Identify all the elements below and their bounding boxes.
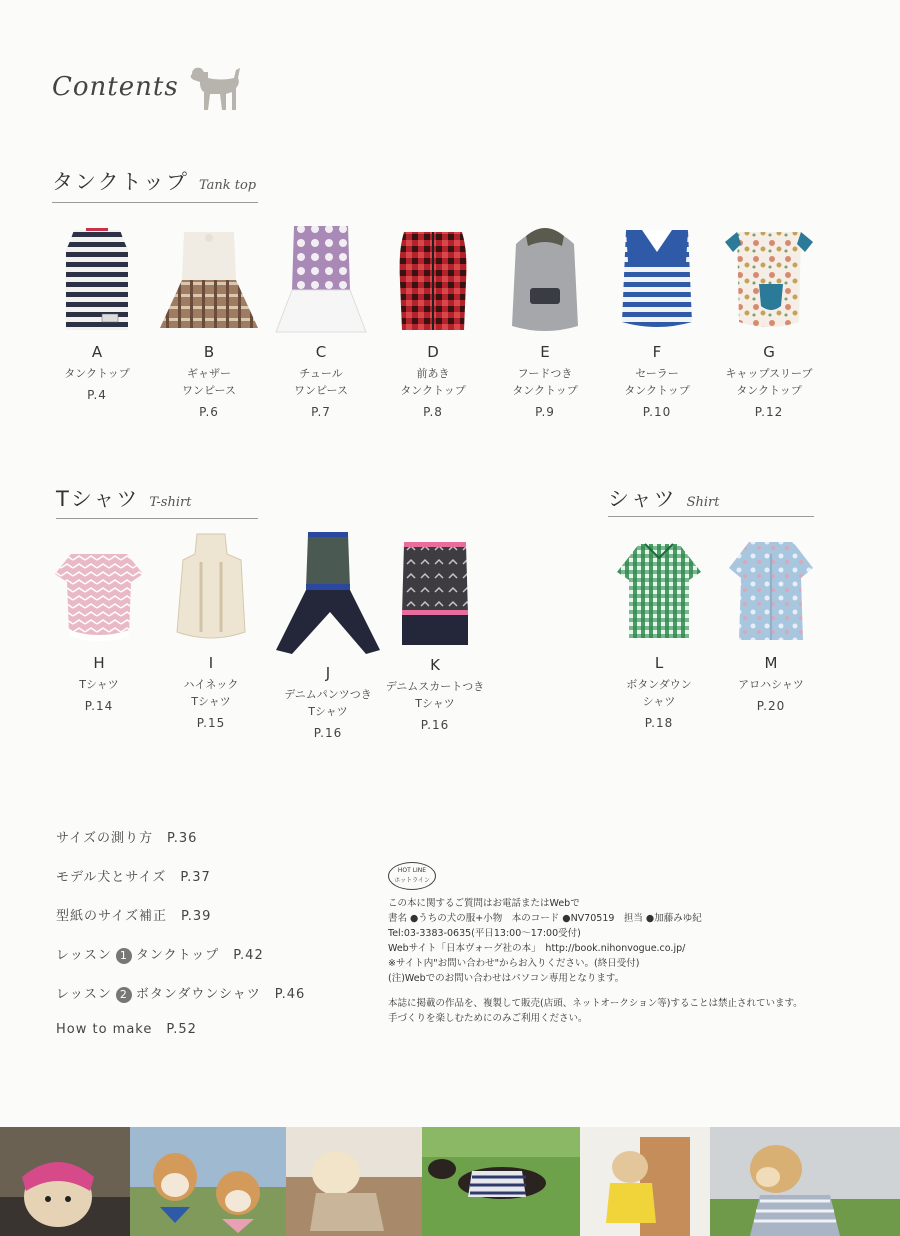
photo-pomeranian [286,1127,422,1236]
photo-shiba-dogs [130,1127,286,1236]
item-b[interactable] [154,222,264,419]
item-k[interactable] [380,540,490,732]
info-line: 書名 ●うちの犬の服+小物 本のコード ●NV70519 担当 ●加藤みゆ紀 [388,913,702,924]
item-e[interactable] [490,222,600,419]
item-page: P.7 [311,405,331,419]
item-page: P.4 [87,388,107,402]
item-name: アロハシャツ [738,678,804,691]
item-h[interactable] [44,538,154,713]
photo-strip [0,1127,900,1236]
photo-golden-retriever [710,1127,900,1236]
info-line: この本に関するご質問はお電話またはWebで [388,898,580,909]
toc-page: P.52 [166,1022,197,1037]
item-d-image [388,222,478,337]
item-letter: E [540,343,550,361]
item-f-image [612,222,702,337]
item-page: P.8 [423,405,443,419]
section-title-tank [52,166,256,196]
item-c-image [266,222,376,337]
toc-label: サイズの測り方 [56,831,153,846]
section-title-shirt [608,483,719,513]
section-title-tshirt [56,483,191,513]
photo-dog-yellow [580,1127,710,1236]
notice-line: 手づくりを楽しむためにのみご利用ください。 [388,1013,588,1024]
toc-item[interactable] [56,983,305,1003]
item-name: デニムスカートつき Tシャツ [385,680,485,710]
info-line[interactable]: Webサイト「日本ヴォーグ社の本」 http://book.nihonvogue.co.jp/ [388,943,686,954]
item-name: セーラー タンクトップ [624,367,690,397]
item-e-image [500,222,590,337]
item-m[interactable] [716,538,826,713]
toc-page: P.46 [274,987,306,1002]
notice-line: 本誌に掲載の作品を、複製して販売(店頭、ネットオークション等)することは禁止されています。 [388,998,803,1009]
item-h-image [49,538,149,648]
toc-item[interactable] [56,827,197,846]
item-d[interactable] [378,222,488,419]
lesson-number-badge: 2 [116,987,132,1003]
hotline-badge [388,862,436,890]
item-a-image [52,222,142,337]
contents-title: Contents [52,72,179,102]
dog-silhouette-icon [186,64,244,118]
contact-info [388,896,828,1026]
item-k-image [390,540,480,650]
item-page: P.12 [754,405,784,419]
item-page: P.15 [196,716,226,730]
item-name: キャップスリーブ タンクトップ [725,367,813,397]
item-j-image [268,532,388,658]
info-line: (注)Webでのお問い合わせはパソコン専用となります。 [388,973,625,984]
item-page: P.20 [756,699,786,713]
section-subtitle-tshirt: T-shirt [149,495,192,510]
hotline-badge-top: HOT LINE [397,867,427,874]
section-divider [52,202,258,203]
item-g-image [719,222,819,337]
section-title-tshirt-jp: Tシャツ [56,487,140,511]
item-page: P.10 [642,405,672,419]
item-name: 前あき タンクトップ [400,367,466,397]
item-name: フードつき タンクトップ [512,367,578,397]
item-letter: H [93,654,105,672]
item-name: Tシャツ [79,678,119,691]
hotline-badge-bottom: ホットライン [394,877,430,884]
section-subtitle-tank: Tank top [198,178,257,193]
item-l-image [609,538,709,648]
item-page: P.14 [84,699,114,713]
photo-dog-pink-hat [0,1127,130,1236]
item-name: チュール ワンピース [293,367,348,397]
toc-prefix: レッスン [56,948,112,963]
toc-item[interactable] [56,1022,197,1037]
item-name: ギャザー ワンピース [181,367,236,397]
section-divider [608,516,814,517]
toc-item[interactable] [56,944,264,964]
item-page: P.16 [420,718,450,732]
toc-prefix: レッスン [56,987,112,1002]
section-title-tank-jp: タンクトップ [52,170,189,194]
item-letter: M [764,654,778,672]
toc-item[interactable] [56,866,211,885]
item-j[interactable] [268,532,388,740]
toc-page: P.36 [166,831,198,846]
item-letter: F [652,343,662,361]
toc-label: タンクトップ [135,948,220,963]
item-l[interactable] [604,538,714,730]
item-letter: A [91,343,103,361]
item-page: P.6 [199,405,219,419]
toc-page: P.39 [180,909,212,924]
item-f[interactable] [602,222,712,419]
item-letter: I [208,654,214,672]
item-page: P.9 [535,405,555,419]
item-letter: L [654,654,664,672]
item-page: P.16 [313,726,343,740]
section-subtitle-shirt: Shirt [686,495,720,510]
section-title-shirt-jp: シャツ [608,487,677,511]
toc-label: 型紙のサイズ補正 [56,909,167,924]
info-line: Tel:03-3383-0635(平日13:00～17:00受付) [388,928,581,939]
item-i-image [161,532,261,648]
toc-label: モデル犬とサイズ [56,870,167,885]
item-page: P.18 [644,716,674,730]
toc-page: P.42 [233,948,264,963]
item-name: デニムパンツつき Tシャツ [284,688,372,718]
toc-label: ボタンダウンシャツ [135,987,261,1002]
item-g[interactable] [714,222,824,419]
toc-page: P.37 [180,870,211,885]
item-name: タンクトップ [64,367,130,380]
item-name: ボタンダウン シャツ [626,678,692,708]
item-letter: B [203,343,215,361]
item-a[interactable] [42,222,152,402]
item-c[interactable] [266,222,376,419]
item-b-image [154,222,264,337]
info-line: ※サイト内"お問い合わせ"からお入りください。(終日受付) [388,958,640,969]
item-letter: C [315,343,327,361]
toc-label: How to make [56,1022,153,1037]
section-divider [56,518,258,519]
item-letter: K [430,656,440,674]
photo-dachshund [422,1127,580,1236]
toc-item[interactable] [56,905,211,924]
item-name: ハイネック Tシャツ [183,678,239,708]
item-m-image [721,538,821,648]
lesson-number-badge: 1 [116,948,132,964]
item-letter: D [427,343,439,361]
item-i[interactable] [156,532,266,730]
item-letter: G [763,343,775,361]
item-letter: J [325,664,331,682]
